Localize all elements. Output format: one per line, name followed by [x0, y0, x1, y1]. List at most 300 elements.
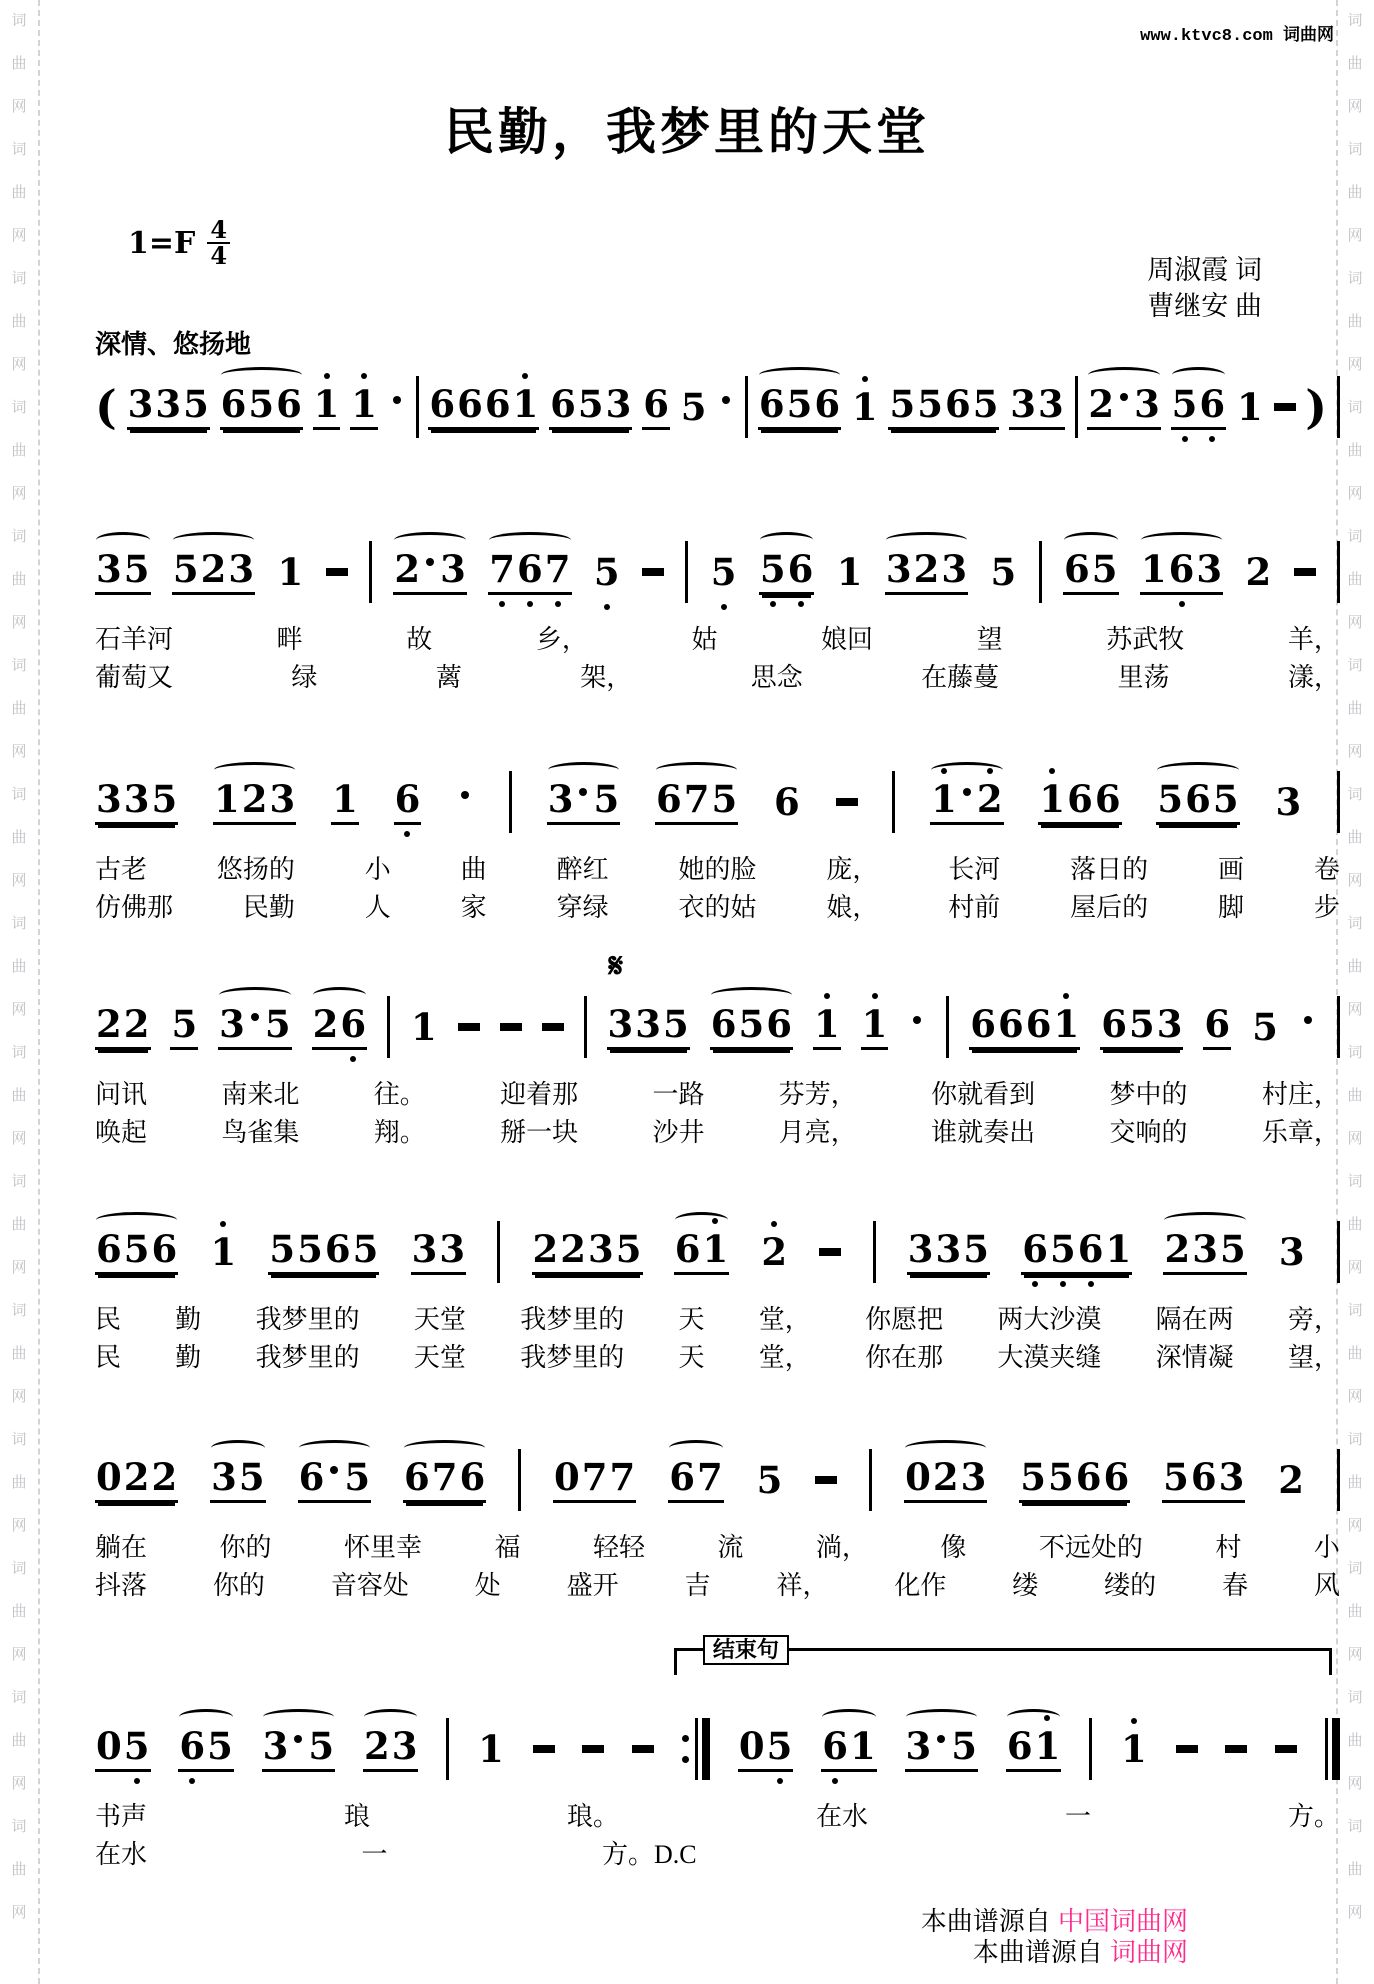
note-group — [888, 384, 999, 430]
watermark-char: 词 — [11, 271, 27, 287]
note-digit: 1 — [930, 779, 958, 819]
watermark-char: 网 — [11, 1647, 27, 1663]
note-digit: 2 — [932, 1455, 959, 1499]
note-group — [95, 1004, 151, 1050]
slur-arc — [404, 1440, 485, 1456]
meter-numerator: 4 — [207, 218, 230, 244]
note-digit: 5 — [766, 1726, 794, 1766]
note-digit: 3 — [1192, 1227, 1218, 1271]
watermark-char: 词 — [1347, 1432, 1363, 1448]
note-digit: 2 — [363, 1724, 390, 1768]
lyric-group: 南来北 — [221, 1080, 300, 1109]
lyric-group: 梦中的 — [1109, 1080, 1188, 1109]
lyric-group: 怀里幸 — [343, 1533, 422, 1562]
note-digit: 5 — [710, 552, 738, 592]
watermark-char: 网 — [11, 1389, 27, 1405]
octave-dot-above — [361, 373, 367, 379]
octave-dot-below — [1179, 601, 1185, 607]
note-digit: 5 — [123, 547, 150, 591]
notation-row — [95, 1215, 1340, 1289]
barline — [497, 1221, 500, 1283]
watermark-char: 词 — [11, 1432, 27, 1448]
lyric-group: 你的 — [212, 1571, 265, 1600]
watermark-char: 曲 — [1347, 1475, 1363, 1491]
note-digit: 3 — [228, 547, 255, 591]
watermark-char: 词 — [1347, 787, 1363, 803]
note-group — [488, 549, 571, 595]
note-digit: 2 — [312, 1002, 339, 1046]
note-digit: 6 — [1204, 1002, 1231, 1046]
note-digit: 1 — [1236, 385, 1263, 429]
note-group — [680, 387, 708, 427]
footer-source-prefix: 本曲谱源自 — [972, 1937, 1103, 1967]
lyrics-row — [95, 1118, 1340, 1148]
note-group — [710, 1004, 793, 1050]
note-digit: 1 — [1053, 1004, 1081, 1044]
watermark-char: 曲 — [1347, 1862, 1363, 1878]
note-digit: 3 — [607, 1002, 634, 1046]
lyrics-row — [95, 1533, 1340, 1563]
lyric-group: 仿佛那 — [95, 893, 174, 922]
note-group — [836, 552, 864, 592]
note-digit: 6 — [970, 1002, 996, 1046]
note-digit: 6 — [758, 382, 785, 426]
note-group — [95, 1726, 151, 1772]
notation-row — [95, 535, 1340, 609]
note-digit: 6 — [774, 780, 800, 824]
note-digit: 6 — [457, 382, 483, 426]
lyric-group: 书声 — [95, 1802, 148, 1831]
note-digit: 6 — [403, 1455, 430, 1499]
note-digit: 5 — [248, 382, 275, 426]
note-group — [1100, 1004, 1183, 1050]
octave-dot-below — [1209, 436, 1215, 442]
watermark-char: 网 — [1347, 486, 1363, 502]
note-digit: 5 — [308, 1724, 335, 1768]
note-digit: 6 — [298, 1455, 325, 1499]
note-group — [668, 1457, 724, 1503]
note-digit: 6 — [1075, 1455, 1102, 1499]
octave-dot-below — [527, 601, 533, 607]
watermark-char: 网 — [1347, 99, 1363, 115]
note-digit: 3 — [1275, 780, 1302, 824]
watermark-char: 网 — [11, 1776, 27, 1792]
note-digit: 6 — [1094, 777, 1121, 821]
watermark-char: 网 — [1347, 1260, 1363, 1276]
note-digit: 2 — [151, 1455, 178, 1499]
slur-arc — [656, 762, 737, 778]
note-digit: 2 — [123, 1002, 150, 1046]
lyric-group: 在水 — [95, 1840, 148, 1869]
note-digit: 7 — [431, 1455, 458, 1499]
slur-arc — [1088, 367, 1160, 383]
slur-arc — [1157, 762, 1238, 778]
watermark-char: 网 — [1347, 357, 1363, 373]
note-digit: 1 — [350, 384, 378, 424]
note-digit: 6 — [1190, 1455, 1217, 1499]
note-digit: 3 — [1010, 382, 1037, 426]
note-digit: 3 — [1156, 1002, 1183, 1046]
octave-dot-above — [1049, 768, 1055, 774]
lyrics-row — [95, 1080, 1340, 1110]
note-digit: 5 — [759, 549, 787, 589]
lyric-group: 大漠夹缝 — [997, 1343, 1102, 1372]
lyric-group: 我梦里的 — [255, 1343, 360, 1372]
note-digit: 1 — [1034, 1726, 1062, 1766]
watermark-char: 网 — [1347, 744, 1363, 760]
note-group — [1278, 1232, 1306, 1272]
note-group — [1171, 384, 1227, 430]
lyric-group: 村前 — [948, 893, 1001, 922]
note-group — [607, 946, 690, 1050]
lyric-group: 方。 — [1287, 1802, 1340, 1831]
note-digit: 5 — [1171, 384, 1199, 424]
lyrics-row — [95, 1343, 1340, 1373]
lyric-group: 隔在两 — [1155, 1305, 1234, 1334]
lyric-group: 小 — [1313, 1533, 1340, 1562]
watermark-char: 词 — [11, 1174, 27, 1190]
footer-line-2 — [921, 1937, 1188, 1968]
key-tonic: 1=F — [128, 225, 196, 261]
slur-arc — [214, 762, 295, 778]
lyric-group: 吉 — [684, 1571, 711, 1600]
barline — [873, 1221, 876, 1283]
note-digit: 6 — [821, 1726, 849, 1766]
barline — [1075, 376, 1078, 438]
composer-credit: 曹继安 曲 — [1147, 291, 1262, 321]
barline — [1337, 1449, 1340, 1511]
note-digit: 1 — [411, 1005, 437, 1049]
dotted-note-dot — [579, 788, 587, 796]
slur-arc — [760, 532, 814, 548]
slur-arc — [669, 1440, 723, 1456]
lyric-group: 风 — [1313, 1571, 1340, 1600]
barline — [1039, 541, 1042, 603]
duration-dash — [1176, 1745, 1198, 1753]
watermark-char: 网 — [1347, 1389, 1363, 1405]
note-digit: 1 — [701, 1229, 729, 1269]
note-digit: 7 — [488, 549, 516, 589]
watermark-char: 曲 — [11, 56, 27, 72]
note-digit: 6 — [655, 777, 682, 821]
note-digit: 6 — [516, 549, 544, 589]
note-digit: 6 — [151, 1227, 178, 1271]
note-digit: 6 — [484, 382, 511, 426]
watermark-char: 曲 — [1347, 959, 1363, 975]
note-digit: 6 — [1168, 549, 1196, 589]
duration-dash — [542, 1023, 564, 1031]
watermark-char: 曲 — [1347, 572, 1363, 588]
lyric-group: 处 — [474, 1571, 501, 1600]
note-digit: 6 — [643, 382, 669, 426]
octave-dot-above — [220, 1221, 226, 1227]
note-digit: 3 — [219, 1002, 245, 1046]
lyric-group: 交响的 — [1109, 1118, 1188, 1147]
note-digit: 0 — [738, 1724, 765, 1768]
barline — [946, 996, 949, 1058]
note-digit: 6 — [339, 1004, 367, 1044]
slur-arc — [1141, 532, 1222, 548]
thick — [702, 1718, 710, 1780]
watermark-char: 曲 — [1347, 1604, 1363, 1620]
note-group — [905, 1726, 979, 1772]
lyric-group: 卷 — [1313, 855, 1340, 884]
watermark-char: 词 — [1347, 1819, 1363, 1835]
note-digit: 5 — [990, 550, 1017, 594]
music-system-1 — [95, 370, 1340, 444]
barline — [685, 541, 688, 603]
note-digit: 0 — [96, 1455, 122, 1499]
note-group — [1120, 1729, 1148, 1769]
music-system-7 — [95, 1637, 1340, 1870]
note-digit: 7 — [609, 1455, 636, 1499]
note-group — [553, 1457, 636, 1503]
lyric-group: 天堂 — [413, 1305, 466, 1334]
watermark-char: 网 — [1347, 228, 1363, 244]
note-digit: 3 — [1278, 1230, 1305, 1274]
note-digit: 5 — [207, 1724, 233, 1768]
watermark-char: 词 — [11, 916, 27, 932]
note-group — [738, 1726, 794, 1772]
note-digit: 6 — [1064, 547, 1090, 591]
watermark-char: 词 — [1347, 529, 1363, 545]
note-digit: 3 — [1196, 547, 1223, 591]
watermark-char: 曲 — [1347, 314, 1363, 330]
octave-dot-below — [798, 601, 804, 607]
slur-arc — [759, 367, 840, 383]
note-digit: 3 — [885, 547, 912, 591]
note-digit: 1 — [332, 777, 358, 821]
watermark-char: 词 — [11, 1690, 27, 1706]
note-group — [1236, 387, 1264, 427]
note-group — [268, 1229, 379, 1275]
note-group — [547, 779, 621, 825]
lyric-group: 盛开 — [566, 1571, 619, 1600]
footer-source-prefix: 本曲谱源自 — [920, 1906, 1051, 1936]
note-group — [277, 552, 305, 592]
lyric-group: 穿绿 — [556, 893, 609, 922]
note-digit: 6 — [394, 779, 422, 819]
note-digit: 3 — [123, 777, 150, 821]
note-digit: 6 — [766, 1002, 792, 1046]
note-digit: 3 — [211, 1455, 237, 1499]
watermark-char: 词 — [11, 1045, 27, 1061]
dotted-note-dot — [1120, 393, 1128, 401]
note-digit: 6 — [276, 382, 302, 426]
octave-dot-above — [324, 373, 330, 379]
slur-arc — [1172, 367, 1226, 383]
note-digit: 5 — [344, 1455, 371, 1499]
lyric-group: 思念 — [750, 663, 803, 692]
note-digit: 5 — [123, 1726, 151, 1766]
note-digit: 1 — [849, 1724, 876, 1768]
dotted-note-dot — [937, 1735, 945, 1743]
duration-dash — [458, 1023, 480, 1031]
slur-arc — [886, 532, 967, 548]
note-digit: 6 — [1067, 777, 1093, 821]
note-digit: 6 — [96, 1227, 122, 1271]
note-digit: 6 — [814, 382, 841, 426]
note-digit: 3 — [907, 1227, 934, 1271]
watermark-char: 网 — [11, 1131, 27, 1147]
dotted-note-dot — [393, 396, 401, 404]
watermark-char: 曲 — [11, 1346, 27, 1362]
note-digit: 5 — [1252, 1005, 1278, 1049]
note-digit: 5 — [593, 777, 620, 821]
watermark-char: 曲 — [1347, 1088, 1363, 1104]
note-digit: 3 — [269, 777, 296, 821]
barline — [387, 996, 390, 1058]
note-group — [410, 1007, 438, 1047]
lyric-group: 我梦里的 — [255, 1305, 360, 1334]
note-group — [1063, 549, 1119, 595]
note-digit: 3 — [439, 1227, 466, 1271]
dotted-note-dot — [722, 396, 730, 404]
barline — [869, 1449, 872, 1511]
watermark-char: 曲 — [1347, 1346, 1363, 1362]
note-group — [969, 1004, 1080, 1050]
music-system-5 — [95, 1215, 1340, 1373]
note-digit: 1 — [851, 387, 879, 427]
watermark-char: 网 — [11, 873, 27, 889]
octave-dot-below — [604, 604, 610, 610]
slur-arc — [221, 367, 302, 383]
note-digit: 5 — [917, 382, 943, 426]
dotted-note-dot — [426, 558, 434, 566]
lyric-group: 望 — [976, 625, 1003, 654]
footer-site-link[interactable]: 词曲网 — [1109, 1937, 1188, 1967]
note-group — [209, 1232, 237, 1272]
note-digit: 5 — [738, 1002, 765, 1046]
octave-dot-above — [824, 993, 830, 999]
note-digit: 3 — [1218, 1455, 1245, 1499]
note-digit: 1 — [512, 384, 540, 424]
note-digit: 3 — [96, 777, 122, 821]
lyric-group: 故 — [406, 625, 433, 654]
lyric-group: 你的 — [219, 1533, 272, 1562]
lyric-group: 翔。 — [373, 1118, 426, 1147]
octave-dot-below — [1182, 436, 1188, 442]
lyric-group: 落日的 — [1070, 855, 1149, 884]
barline — [1089, 1718, 1092, 1780]
lyric-group: 蓠 — [435, 663, 462, 692]
note-group — [178, 1726, 234, 1772]
footer-site-link-full[interactable]: 中国词曲网 — [1057, 1906, 1188, 1936]
ending-bracket — [674, 1637, 1332, 1675]
lyric-group: 鸟雀集 — [221, 1118, 300, 1147]
dotted-note-dot — [1304, 1016, 1312, 1024]
watermark-char: 曲 — [1347, 701, 1363, 717]
lyric-group: 娘， — [826, 893, 879, 922]
lyric-group: 勤 — [175, 1305, 202, 1334]
slur-arc — [1064, 532, 1118, 548]
dotted-note-dot — [251, 1013, 259, 1021]
octave-dot-below — [770, 601, 776, 607]
octave-dot-below — [350, 1056, 356, 1062]
slur-arc — [173, 532, 254, 548]
note-group — [1006, 1726, 1062, 1772]
lyric-group: 琅。 — [566, 1802, 619, 1831]
note-digit: 6 — [324, 1227, 351, 1271]
note-group — [1203, 1004, 1231, 1050]
octave-dot-above — [872, 993, 878, 999]
note-group — [593, 552, 621, 592]
lyric-group: 天堂 — [413, 1343, 466, 1372]
lyric-group: 村庄， — [1261, 1080, 1340, 1109]
repeat-dots — [682, 1718, 689, 1780]
watermark-char: 词 — [11, 529, 27, 545]
note-digit: 0 — [96, 1724, 122, 1768]
lyric-group: 漾， — [1287, 663, 1340, 692]
watermark-char: 词 — [1347, 1561, 1363, 1577]
note-group — [990, 552, 1018, 592]
lyric-group: 里荡 — [1117, 663, 1170, 692]
lyric-group: 绿 — [291, 663, 318, 692]
watermark-char: 词 — [11, 658, 27, 674]
lyric-group: 问讯 — [95, 1080, 148, 1109]
lyric-group: 缕的 — [1104, 1571, 1157, 1600]
lyric-group: 掰一块 — [500, 1118, 579, 1147]
note-digit: 5 — [172, 547, 199, 591]
note-group — [127, 384, 210, 430]
slur-arc — [263, 1709, 335, 1725]
dotted-note-dot — [330, 1466, 338, 1474]
note-group — [758, 384, 841, 430]
note-digit: 3 — [547, 777, 574, 821]
note-digit: 5 — [1157, 777, 1184, 821]
note-digit: 5 — [151, 777, 178, 821]
lyric-group: 躺在 — [95, 1533, 148, 1562]
duration-dash — [642, 568, 664, 576]
note-digit: 6 — [1185, 777, 1211, 821]
note-digit: 6 — [1198, 384, 1226, 424]
note-group — [1009, 384, 1065, 430]
octave-dot-below — [555, 601, 561, 607]
watermark-char: 曲 — [1347, 443, 1363, 459]
watermark-char: 曲 — [11, 314, 27, 330]
slur-arc — [822, 1709, 876, 1725]
slur-arc — [548, 762, 620, 778]
note-digit: 6 — [220, 382, 247, 426]
repeat-barline — [682, 1718, 710, 1780]
lyric-group: 往。 — [373, 1080, 426, 1109]
lyric-group: 流 — [717, 1533, 744, 1562]
note-digit: 6 — [1077, 1229, 1105, 1269]
note-group — [1274, 782, 1302, 822]
octave-dot-below — [1088, 1281, 1094, 1287]
lyric-group: 你就看到 — [931, 1080, 1036, 1109]
barline — [745, 376, 748, 438]
lyric-group: 苏武牧 — [1106, 625, 1185, 654]
duration-dash — [815, 1476, 837, 1484]
octave-dot-below — [721, 604, 727, 610]
note-digit: 6 — [1103, 1455, 1130, 1499]
watermark-char: 网 — [1347, 873, 1363, 889]
octave-dot-above — [522, 373, 528, 379]
watermark-char: 曲 — [11, 1217, 27, 1233]
note-digit: 6 — [1025, 1002, 1052, 1046]
duration-dash — [1294, 568, 1316, 576]
lyric-group: 化作 — [894, 1571, 947, 1600]
duration-dash — [1274, 403, 1296, 411]
octave-dot-above — [862, 376, 868, 382]
lyric-group: 望， — [1287, 1343, 1340, 1372]
note-group — [1156, 779, 1239, 825]
watermark-char: 曲 — [11, 1604, 27, 1620]
watermark-char: 网 — [11, 1905, 27, 1921]
slur-arc — [211, 1440, 265, 1456]
lyric-group: 祥， — [776, 1571, 829, 1600]
